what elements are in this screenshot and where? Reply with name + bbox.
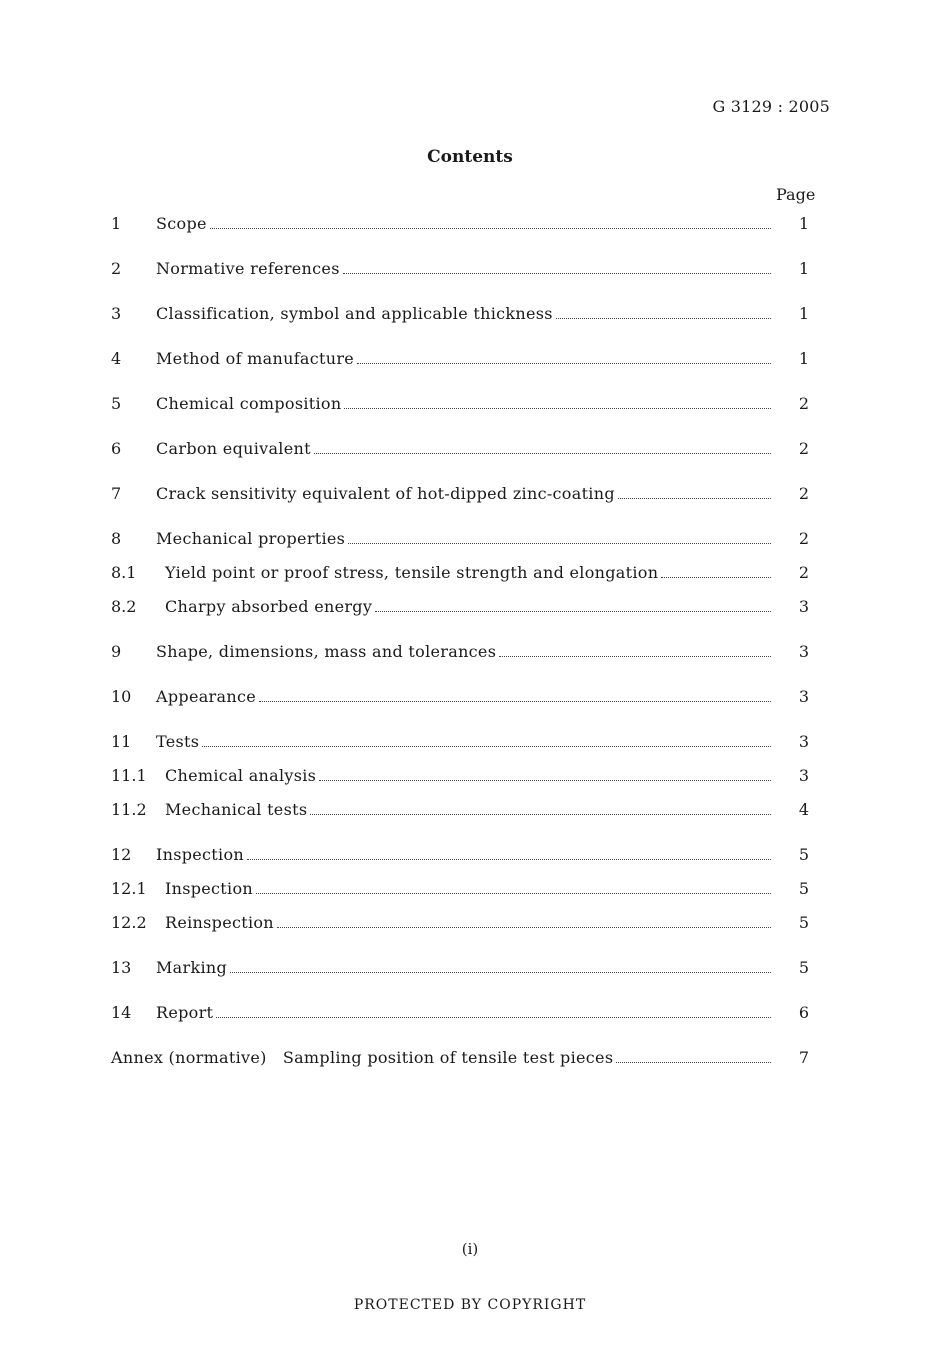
dot-leader: [618, 498, 771, 499]
toc-label: Classification, symbol and applicable thickness: [156, 304, 553, 323]
toc-number: 5: [111, 394, 122, 413]
dot-leader: [343, 273, 771, 274]
toc-page: 3: [798, 732, 810, 751]
dot-leader: [277, 927, 771, 928]
dot-leader: [348, 543, 771, 544]
dot-leader: [247, 859, 771, 860]
toc-page: 6: [798, 1003, 810, 1022]
dot-leader: [616, 1062, 771, 1063]
toc-page: 2: [798, 529, 810, 548]
toc-entry-2[interactable]: [111, 258, 811, 280]
toc-page: 4: [798, 800, 810, 819]
toc-label: Tests: [156, 732, 200, 751]
toc-page: 5: [798, 958, 810, 977]
toc-entry-8-1[interactable]: [111, 562, 811, 584]
toc-entry-12-2[interactable]: [111, 912, 811, 934]
toc-label: Mechanical tests: [165, 800, 308, 819]
toc-number: 11.1: [111, 766, 147, 785]
toc-entry-8[interactable]: [111, 528, 811, 550]
toc-number: 12.2: [111, 913, 147, 932]
toc-number: 8.2: [111, 597, 137, 616]
dot-leader: [310, 814, 771, 815]
toc-page: 5: [798, 879, 810, 898]
toc-label: Yield point or proof stress, tensile strength and elongation: [165, 563, 659, 582]
toc-page: 1: [798, 259, 810, 278]
toc-page: 2: [798, 484, 810, 503]
dot-leader: [375, 611, 771, 612]
toc-entry-9[interactable]: [111, 641, 811, 663]
toc-entry-1[interactable]: [111, 213, 811, 235]
toc-entry-3[interactable]: [111, 303, 811, 325]
dot-leader: [259, 701, 771, 702]
toc-entry-11-2[interactable]: [111, 799, 811, 821]
toc-label: Mechanical properties: [156, 529, 346, 548]
dot-leader: [216, 1017, 771, 1018]
toc-page: 5: [798, 913, 810, 932]
toc-entry-5[interactable]: [111, 393, 811, 415]
toc-entry-8-2[interactable]: [111, 596, 811, 618]
toc-number: 14: [111, 1003, 132, 1022]
toc-page: 5: [798, 845, 810, 864]
dot-leader: [661, 577, 771, 578]
toc-label: Normative references: [156, 259, 340, 278]
toc-label: Inspection: [165, 879, 253, 898]
toc-number: 1: [111, 214, 122, 233]
dot-leader: [344, 408, 771, 409]
toc-number: 6: [111, 439, 122, 458]
toc-number: 4: [111, 349, 122, 368]
toc-page: 1: [798, 349, 810, 368]
toc-label: Reinspection: [165, 913, 274, 932]
toc-label: Report: [156, 1003, 214, 1022]
toc-entry-12-1[interactable]: [111, 878, 811, 900]
toc-page: 3: [798, 597, 810, 616]
toc-label: Method of manufacture: [156, 349, 355, 368]
dot-leader: [256, 893, 771, 894]
dot-leader: [499, 656, 771, 657]
page-title: Contents: [427, 147, 513, 167]
toc-label: Chemical analysis: [165, 766, 317, 785]
dot-leader: [202, 746, 771, 747]
toc-entry-6[interactable]: [111, 438, 811, 460]
dot-leader: [230, 972, 771, 973]
toc-number: 9: [111, 642, 122, 661]
toc-page: 2: [798, 563, 810, 582]
toc-page: 3: [798, 687, 810, 706]
toc-number: 11.2: [111, 800, 147, 819]
toc-number: 11: [111, 732, 132, 751]
toc-label: Carbon equivalent: [156, 439, 311, 458]
page-number: (i): [461, 1240, 479, 1258]
toc-entry-11[interactable]: [111, 731, 811, 753]
toc-label: Marking: [156, 958, 228, 977]
toc-number: 12.1: [111, 879, 147, 898]
toc-label: Appearance: [156, 687, 256, 706]
dot-leader: [357, 363, 771, 364]
toc-entry-11-1[interactable]: [111, 765, 811, 787]
toc-number: 7: [111, 484, 122, 503]
toc-label: Chemical composition: [156, 394, 342, 413]
toc-number: 3: [111, 304, 122, 323]
toc-page: 3: [798, 766, 810, 785]
toc-label: Annex (normative) Sampling position of tensile test pieces: [111, 1048, 614, 1067]
toc-page: 3: [798, 642, 810, 661]
toc-entry-12[interactable]: [111, 844, 811, 866]
toc-number: 10: [111, 687, 132, 706]
toc-label: Shape, dimensions, mass and tolerances: [156, 642, 497, 661]
toc-entry-4[interactable]: [111, 348, 811, 370]
toc-entry-10[interactable]: [111, 686, 811, 708]
toc-page: 2: [798, 394, 810, 413]
toc-entry-14[interactable]: [111, 1002, 811, 1024]
dot-leader: [210, 228, 771, 229]
toc-entry-13[interactable]: [111, 957, 811, 979]
toc-entry-annex[interactable]: [111, 1047, 811, 1069]
dot-leader: [319, 780, 771, 781]
toc-page: 1: [798, 214, 810, 233]
page-column-header: Page: [776, 185, 816, 204]
document-id: G 3129 : 2005: [712, 97, 830, 116]
copyright-notice: PROTECTED BY COPYRIGHT: [353, 1297, 587, 1313]
toc-number: 8.1: [111, 563, 137, 582]
toc-label: Charpy absorbed energy: [165, 597, 373, 616]
toc-number: 8: [111, 529, 122, 548]
toc-page: 2: [798, 439, 810, 458]
dot-leader: [556, 318, 771, 319]
toc-number: 13: [111, 958, 132, 977]
toc-number: 2: [111, 259, 122, 278]
toc-label: Inspection: [156, 845, 244, 864]
toc-entry-7[interactable]: [111, 483, 811, 505]
dot-leader: [314, 453, 771, 454]
toc-page: 7: [798, 1048, 810, 1067]
toc-page: 1: [798, 304, 810, 323]
toc-label: Crack sensitivity equivalent of hot-dipped zinc-coating: [156, 484, 615, 503]
toc-label: Scope: [156, 214, 207, 233]
toc-number: 12: [111, 845, 132, 864]
